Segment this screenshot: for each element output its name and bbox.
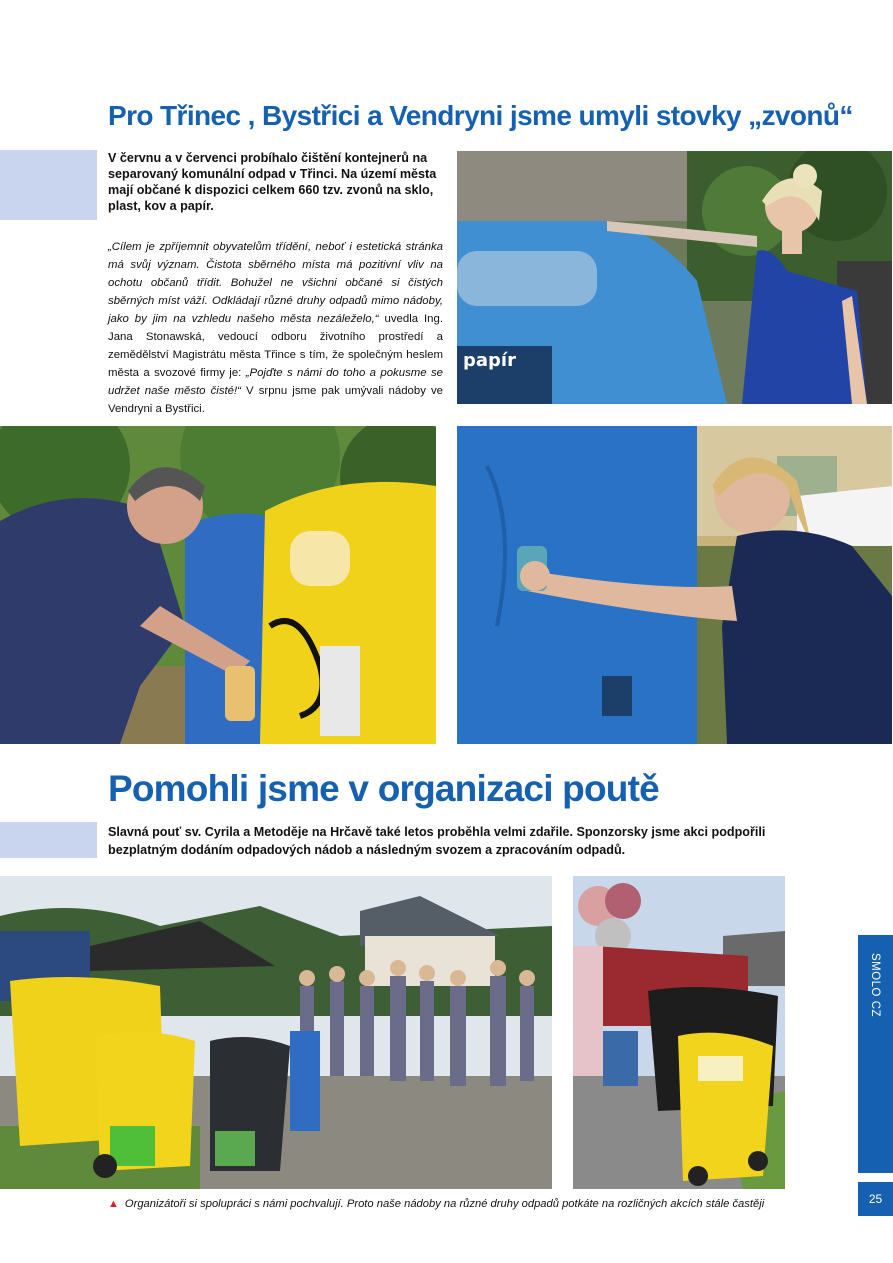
section2-lead: Slavná pouť sv. Cyrila a Metoděje na Hrčavě také letos proběhla velmi zdařile. Sponzorsky jsme akci podpořili bezplatným dodáním odpadových nádob a následným svozem a zpracováním odpadů.	[108, 825, 766, 857]
photo-woman-scrubbing	[457, 426, 892, 744]
section1-title: Pro Třinec , Bystřici a Vendryni jsme umyli stovky „zvonů“	[108, 100, 853, 131]
accent-block-2	[0, 822, 97, 858]
photo-woman-blue-bin	[457, 151, 892, 404]
bin-label-papir: papír	[463, 350, 516, 371]
accent-block	[0, 150, 97, 220]
brand-label: SMOLO CZ	[869, 952, 882, 1018]
photo-festival-bins	[0, 876, 552, 1189]
photo-caption	[108, 1198, 798, 1210]
quote-italic: „Cílem je zpříjemnit obyvatelům třídění, neboť i estetická stránka má svůj význam. Čistota sběrného místa má pozitivní vliv na ochotu občanů třídit. Bohužel ne všichni občané si čistých sběrných míst váží. Odkládají různé druhy odpadů mimo nádoby, jako by jim na vzhledu našeho města nezáleželo,“	[108, 241, 443, 325]
section2-title: Pomohli jsme v organizaci poutě	[108, 768, 659, 809]
quote-end: V srpnu jsme pak umývali nádoby ve Vendryni a Bystřici.	[108, 385, 444, 415]
quote-attribution: uvedla Ing. Jana Stonawská, vedoucí odboru životního prostředí a zemědělství Magistrátu města Třince s tím, že společným heslem města a svozové firmy je:	[108, 313, 443, 379]
page-number: 25	[858, 1182, 893, 1216]
photo-man-cleaning-bin	[0, 426, 436, 744]
photo-yellow-bin-stall	[573, 876, 785, 1189]
caption-triangle-icon: ▲	[108, 1198, 119, 1210]
brand-label-wrap	[858, 935, 893, 1035]
caption-text: Organizátoři si spolupráci s námi pochvalují. Proto naše nádoby na různé druhy odpadů potkáte na rozličných akcích stále častěji	[124, 1198, 765, 1210]
brand-sidebar	[858, 935, 893, 1173]
section1-quote	[108, 238, 443, 418]
section1-lead: V červnu a v červenci probíhalo čištění kontejnerů na separovaný komunální odpad v Třinci. Na území města mají občané k dispozici celkem 660 tzv. zvonů na sklo, plast, kov a papír.	[108, 151, 437, 213]
quote-motto: „Pojďte s námi do toho a pokusme se udržet naše město čisté!“	[108, 367, 443, 397]
